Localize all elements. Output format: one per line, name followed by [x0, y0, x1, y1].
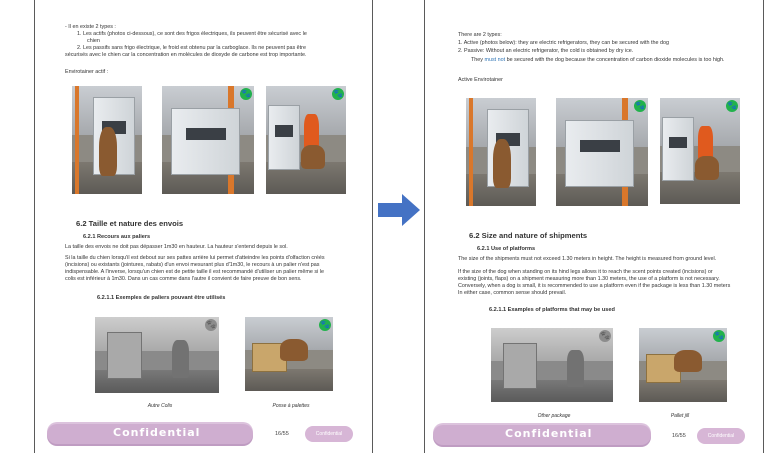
envirotainer-label: Envirotainer actif :: [65, 69, 109, 75]
paw-icon: 🐾: [206, 320, 216, 329]
type-active-line: 1. Active (photos below): they are electric refrigerators, they can be secured with the dog: [458, 40, 669, 46]
size-paragraph-2-line-2: existing (joints, flaps) on a shipment measuring more than 1.30 meters, the use of a platform is not necessary.: [458, 276, 720, 282]
envirotainer-label: Active Envirotainer: [458, 77, 503, 83]
section-heading: 6.2 Size and nature of shipments: [469, 231, 588, 240]
examples-heading: 6.2.1.1 Exemples de paliers pouvant être utilisés: [97, 295, 226, 301]
subsection-heading: 6.2.1 Use of platforms: [477, 246, 536, 252]
paw-icon: 🐾: [714, 331, 724, 340]
envirotainer-photo-dog: [72, 86, 142, 194]
page-number: 16/55: [672, 433, 686, 439]
caption-pallet-jack: Posse à palettes: [272, 403, 310, 409]
envirotainer-photo-dog: [466, 98, 536, 206]
confidential-tag: Confidential: [697, 428, 745, 444]
type-passive-line: 2. Passive: Without an electric refrigerator, the cold is obtained by dry ice.: [458, 48, 634, 54]
platform-photo-other-package: [491, 328, 613, 402]
section-heading: 6.2 Taille et nature des envois: [76, 219, 184, 228]
size-paragraph-1: The size of the shipments must not exceed 1.30 meters in height. The height is measured from ground level.: [458, 256, 717, 262]
envirotainer-photo-handler: [266, 86, 346, 194]
size-paragraph-2-line-1: Si la taille du chien lorsqu'il est debout sur ses pattes arrière lui permet d'atteindre les points d'olfaction créés: [65, 255, 325, 261]
size-paragraph-2-line-4: colis est inférieur à 1m30. Dans un cas comme dans l'autre il convient de faire preuve de bon sens.: [65, 276, 302, 282]
paw-icon: 🐾: [320, 320, 330, 329]
confidential-tag: Confidential: [305, 426, 353, 442]
size-paragraph-2-line-3: indispensable. A l'inverse, lorsqu'un chien est de petite taille il est recommandé d'utiliser un palier même si le: [65, 269, 324, 275]
type-active-line-cont: chien: [87, 38, 100, 44]
size-paragraph-2-line-4: In either case, common sense should prevail.: [458, 290, 567, 296]
types-intro-line: - Il en existe 2 types :: [65, 24, 116, 30]
confidential-banner-text: Confidential: [505, 427, 593, 440]
platform-photo-pallet-jack: [639, 328, 727, 402]
envirotainer-photo-unit: [556, 98, 648, 206]
paw-icon: 🐾: [635, 101, 645, 110]
caption-other-package: Other package: [537, 413, 571, 419]
page-number: 16/55: [275, 431, 289, 437]
right-arrow-icon: [378, 194, 420, 226]
paw-icon: 🐾: [241, 89, 251, 98]
size-paragraph-1: La taille des envois ne doit pas dépasser 1m30 en hauteur. La hauteur s'entend depuis le sol.: [65, 244, 288, 250]
document-page-french: [34, 0, 373, 453]
paw-icon: 🐾: [600, 331, 610, 340]
examples-heading: 6.2.1.1 Examples of platforms that may be used: [489, 307, 615, 313]
platform-photo-pallet-jack: [245, 317, 333, 391]
type-passive-line: 2. Les passifs sans frigo électrique, le froid est obtenu par la carboglace. Ils ne peuvent pas être: [77, 45, 306, 51]
must-not-highlight: must not: [484, 57, 506, 63]
types-intro-line: There are 2 types:: [458, 32, 502, 38]
type-passive-line-cont: They must not be secured with the dog because the concentration of carbon dioxide molecules is too high.: [471, 57, 725, 63]
type-passive-line-cont: sécurisés avec le chien car la concentration en molécules de dioxyde de carbone est trop importante.: [65, 52, 307, 58]
paw-icon: 🐾: [333, 89, 343, 98]
caption-pallet-jack: Pallet jill: [670, 413, 690, 419]
envirotainer-photo-handler: [660, 98, 740, 204]
confidential-banner-text: Confidential: [113, 426, 201, 439]
size-paragraph-2-line-2: (incisions) ou existants (jointures, rabats) d'un envoi mesurant plus d'1m30, le recours à un palier n'est pas: [65, 262, 320, 268]
size-paragraph-2-line-1: If the size of the dog when standing on its hind legs allows it to reach the scent points created (incisions) or: [458, 269, 713, 275]
size-paragraph-2-line-3: Conversely, when a dog is small, it is recommended to use a platform even if the package is less than 1.30 meters: [458, 283, 731, 289]
subsection-heading: 6.2.1 Recours aux paliers: [83, 234, 151, 240]
type-active-line: 1. Les actifs (photos ci-dessous), ce sont des frigos électriques, ils peuvent être sécurisé avec le: [77, 31, 307, 37]
paw-icon: 🐾: [727, 101, 737, 110]
platform-photo-other-package: [95, 317, 219, 393]
envirotainer-photo-unit: [162, 86, 254, 194]
caption-other-package: Autre Colis: [147, 403, 173, 409]
document-page-english: [424, 0, 764, 453]
